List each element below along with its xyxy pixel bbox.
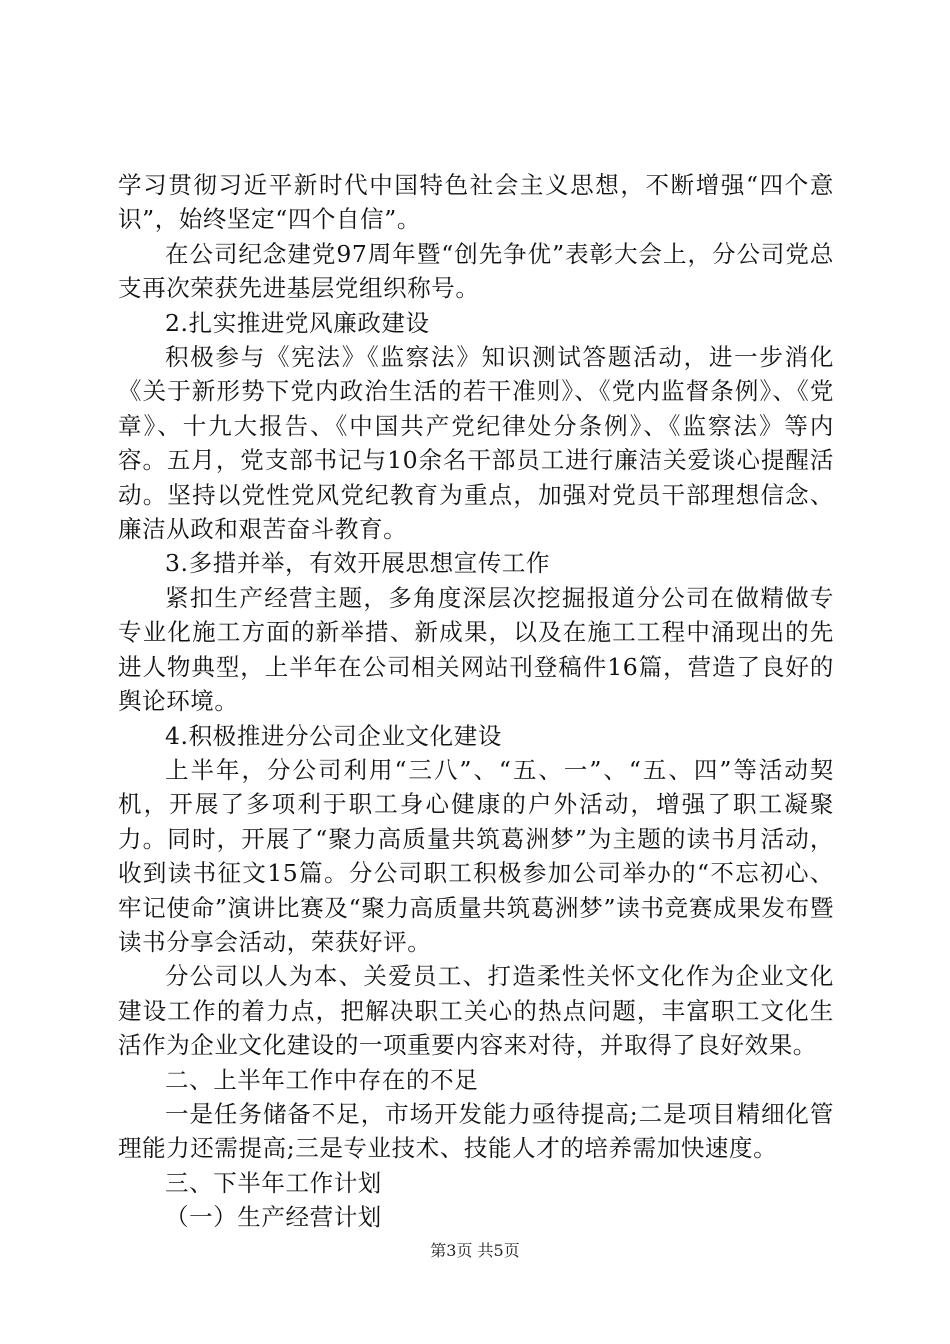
page-number: 第3页 共5页 xyxy=(430,1241,520,1260)
paragraph-continuation: 学习贯彻习近平新时代中国特色社会主义思想，不断增强“四个意识”，始终坚定“四个自信”。 xyxy=(118,171,834,234)
section-heading-integrity: 2.扎实推进党风廉政建设 xyxy=(165,308,430,337)
section-heading-publicity: 3.多措并举，有效开展思想宣传工作 xyxy=(165,549,551,578)
paragraph-shortcomings: 一是任务储备不足，市场开发能力亟待提高;二是项目精细化管理能力还需提高;三是专业技术、技能人才的培养需加快速度。 xyxy=(118,1099,834,1163)
paragraph-award: 在公司纪念建党97周年暨“创先争优”表彰大会上，分公司党总支再次荣获先进基层党组织称号。 xyxy=(118,239,834,303)
section-heading-plan: 三、下半年工作计划 xyxy=(165,1168,382,1197)
paragraph-publicity: 紧扣生产经营主题，多角度深层次挖掘报道分公司在做精做专专业化施工方面的新举措、新成果，以及在施工工程中涌现出的先进人物典型，上半年在公司相关网站刊登稿件16篇，营造了良好的舆论环境。 xyxy=(118,583,834,716)
subsection-heading-production: （一）生产经营计划 xyxy=(165,1203,382,1232)
paragraph-culture-care: 分公司以人为本、关爱员工、打造柔性关怀文化作为企业文化建设工作的着力点，把解决职工关心的热点问题，丰富职工文化生活作为企业文化建设的一项重要内容来对待，并取得了良好效果。 xyxy=(118,962,834,1060)
document-body xyxy=(118,168,834,1235)
section-heading-culture: 4.积极推进分公司企业文化建设 xyxy=(165,721,502,750)
section-heading-shortcomings: 二、上半年工作中存在的不足 xyxy=(165,1065,479,1094)
paragraph-culture-activities: 上半年，分公司利用“三八”、“五、一”、“五、四”等活动契机，开展了多项利于职工身心健康的户外活动，增强了职工凝聚力。同时，开展了“聚力高质量共筑葛洲梦”为主题的读书月活动，收到读书征文15篇。分公司职工积极参加公司举办的“不忘初心、牢记使命”演讲比赛及“聚力高质量共筑葛洲梦”读书竞赛成果发布暨读书分享会活动，荣获好评。 xyxy=(118,755,834,956)
paragraph-integrity: 积极参与《宪法》《监察法》知识测试答题活动，进一步消化《关于新形势下党内政治生活的若干准则》、《党内监督条例》、《党章》、十九大报告、《中国共产党纪律处分条例》、《监察法》等内容。五月，党支部书记与10余名干部员工进行廉洁关爱谈心提醒活动。坚持以党性党风党纪教育为重点，加强对党员干部理想信念、廉洁从政和艰苦奋斗教育。 xyxy=(118,343,834,544)
